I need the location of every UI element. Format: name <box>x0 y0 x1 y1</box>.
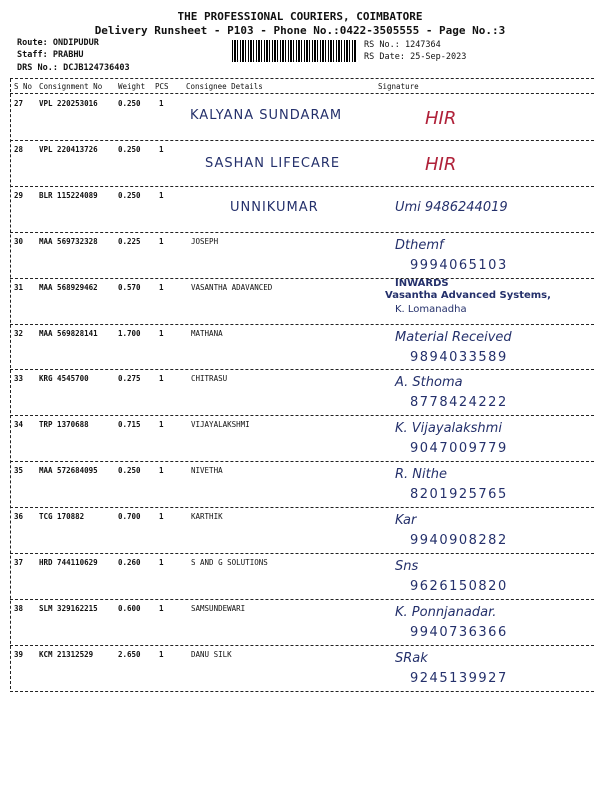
handwritten-consignee-name: KALYANA SUNDARAM <box>190 108 343 123</box>
cell-consignee: MATHANA <box>191 328 223 338</box>
cell-sno: 33 <box>14 374 24 384</box>
cell-consignment-no: VPL 220413726 <box>39 144 98 154</box>
cell-consignee: SAMSUNDEWARI <box>191 603 246 613</box>
col-signature: Signature <box>378 82 419 91</box>
signature-handwriting: Vasantha Advanced Systems, <box>385 289 551 301</box>
staff-line <box>17 50 84 60</box>
col-sno: S No <box>14 82 33 91</box>
cell-pcs: 1 <box>159 558 164 567</box>
col-pcs: PCS <box>155 82 169 91</box>
staff-label: Staff: <box>17 50 48 60</box>
signature-handwriting: HIR <box>425 153 457 175</box>
cell-sno: 29 <box>14 190 24 200</box>
table-row <box>0 463 600 509</box>
cell-weight: 0.250 <box>118 99 141 108</box>
row-divider <box>10 415 594 416</box>
header-rule <box>10 93 594 94</box>
table-row <box>0 96 600 142</box>
signature-phone-number: 9940908282 <box>410 533 508 549</box>
cell-consignment-no: MAA 569732328 <box>39 236 98 246</box>
signature-handwriting: A. Sthoma <box>395 375 463 391</box>
row-divider <box>10 461 594 462</box>
drs-label: DRS No.: <box>17 63 58 73</box>
signature-phone-number: 8778424222 <box>410 395 508 411</box>
cell-pcs: 1 <box>159 99 164 108</box>
cell-pcs: 1 <box>159 420 164 430</box>
signature-handwriting: K. Ponnjanadar. <box>395 604 497 620</box>
cell-pcs: 1 <box>159 603 164 613</box>
table-row <box>0 371 600 417</box>
signature-handwriting: Sns <box>395 559 419 574</box>
signature-handwriting: Dthemf <box>395 237 444 253</box>
company-title: THE PROFESSIONAL COURIERS, COIMBATORE <box>177 10 423 23</box>
signature-handwriting: INWARDS <box>395 277 449 289</box>
table-row <box>0 647 600 693</box>
row-divider <box>10 553 594 554</box>
table-row <box>0 555 600 601</box>
table-row <box>0 601 600 647</box>
table-row <box>0 509 600 555</box>
cell-sno: 35 <box>14 466 24 476</box>
cell-weight: 0.250 <box>118 466 141 476</box>
row-divider <box>10 369 594 370</box>
signature-phone-number: 9245139927 <box>410 670 508 686</box>
table-row <box>0 142 600 188</box>
rs-no-value: 1247364 <box>404 40 441 50</box>
cell-pcs: 1 <box>159 512 164 522</box>
cell-pcs: 1 <box>159 374 164 384</box>
signature-handwriting: Umi 9486244019 <box>395 199 508 215</box>
row-divider <box>10 140 594 141</box>
barcode <box>232 40 357 62</box>
drs-value: DCJB124736403 <box>63 63 130 73</box>
signature-phone-number: 9940736366 <box>410 624 508 640</box>
cell-consignment-no: KRG 4545700 <box>39 374 89 384</box>
signature-handwriting: HIR <box>425 108 457 129</box>
cell-weight: 0.600 <box>118 603 141 613</box>
cell-sno: 30 <box>14 236 24 246</box>
runsheet-title: Delivery Runsheet - P103 - Phone No.:0422-3505555 - Page No.:3 <box>94 24 506 37</box>
cell-weight: 2.650 <box>118 649 141 659</box>
cell-pcs: 1 <box>159 144 164 154</box>
signature-handwriting: R. Nithe <box>395 467 447 483</box>
cell-consignment-no: TRP 1370688 <box>39 420 89 430</box>
route-label: Route: <box>17 38 48 48</box>
cell-sno: 28 <box>14 144 24 154</box>
cell-pcs: 1 <box>159 328 164 338</box>
cell-weight: 0.275 <box>118 374 141 384</box>
route-line <box>17 38 99 48</box>
row-divider <box>10 645 594 646</box>
row-divider <box>10 324 594 325</box>
cell-weight: 0.570 <box>118 282 141 292</box>
row-divider <box>10 186 594 187</box>
signature-handwriting: Material Received <box>395 329 512 345</box>
table-top-rule <box>10 78 594 79</box>
table-row <box>0 234 600 280</box>
cell-consignment-no: MAA 569828141 <box>39 328 98 338</box>
cell-consignment-no: KCM 21312529 <box>39 649 94 659</box>
drs-line <box>17 63 130 73</box>
table-row <box>0 417 600 463</box>
cell-weight: 0.250 <box>118 190 141 200</box>
row-divider <box>10 278 594 279</box>
rs-no-label: RS No.: <box>364 40 400 50</box>
col-consignee-details: Consignee Details <box>186 82 263 91</box>
signature-phone-number: 9894033589 <box>410 349 508 365</box>
cell-sno: 32 <box>14 328 24 338</box>
cell-pcs: 1 <box>159 190 164 200</box>
cell-consignment-no: VPL 220253016 <box>39 99 98 108</box>
route-value: ONDIPUDUR <box>52 38 99 48</box>
cell-weight: 0.715 <box>118 420 141 430</box>
row-divider <box>10 507 594 508</box>
cell-pcs: 1 <box>159 236 164 246</box>
cell-sno: 39 <box>14 649 24 659</box>
cell-weight: 0.225 <box>118 236 141 246</box>
cell-sno: 31 <box>14 282 24 292</box>
row-divider <box>10 232 594 233</box>
cell-sno: 36 <box>14 512 24 522</box>
cell-sno: 27 <box>14 99 24 108</box>
cell-consignee: DANU SILK <box>191 649 232 659</box>
cell-sno: 38 <box>14 603 24 613</box>
cell-consignment-no: SLM 329162215 <box>39 603 98 613</box>
cell-weight: 1.700 <box>118 328 141 338</box>
row-divider <box>10 691 594 692</box>
cell-consignment-no: BLR 115224089 <box>39 190 98 200</box>
col-consignment-no: Consignment No <box>39 82 103 91</box>
cell-consignee: NIVETHA <box>191 466 223 476</box>
row-divider <box>10 599 594 600</box>
cell-consignee: KARTHIK <box>191 512 223 522</box>
cell-consignment-no: MAA 572684095 <box>39 466 98 476</box>
signature-handwriting: Kar <box>395 513 417 529</box>
cell-consignment-no: TCG 170882 <box>39 512 85 522</box>
signature-phone-number: 8201925765 <box>410 487 508 503</box>
cell-weight: 0.250 <box>118 144 141 154</box>
handwritten-consignee-name: UNNIKUMAR <box>230 199 319 215</box>
signature-phone-number: 9994065103 <box>410 257 508 273</box>
staff-value: PRABHU <box>52 50 84 60</box>
signature-phone-number: 9626150820 <box>410 579 508 594</box>
rs-date-label: RS Date: <box>364 52 405 62</box>
cell-consignee: CHITRASU <box>191 374 228 384</box>
table-row <box>0 277 600 326</box>
cell-consignment-no: HRD 744110629 <box>39 558 98 567</box>
cell-consignee: JOSEPH <box>191 236 219 246</box>
cell-sno: 34 <box>14 420 24 430</box>
cell-pcs: 1 <box>159 649 164 659</box>
rs-date-line <box>364 52 466 62</box>
cell-weight: 0.260 <box>118 558 141 567</box>
cell-consignee: VIJAYALAKSHMI <box>191 420 250 430</box>
signature-handwriting: K. Lomanadha <box>395 303 467 315</box>
cell-consignment-no: MAA 568929462 <box>39 282 98 292</box>
cell-sno: 37 <box>14 558 24 567</box>
signature-phone-number: 9047009779 <box>410 441 508 457</box>
cell-pcs: 1 <box>159 282 164 292</box>
cell-consignee: S AND G SOLUTIONS <box>191 558 268 567</box>
col-weight: Weight <box>118 82 146 91</box>
cell-weight: 0.700 <box>118 512 141 522</box>
cell-consignee: VASANTHA ADAVANCED <box>191 282 273 292</box>
handwritten-consignee-name: SASHAN LIFECARE <box>205 155 341 171</box>
table-row <box>0 326 600 372</box>
signature-handwriting: SRak <box>395 650 428 666</box>
cell-pcs: 1 <box>159 466 164 476</box>
table-row <box>0 188 600 234</box>
signature-handwriting: K. Vijayalakshmi <box>395 421 502 437</box>
rs-date-value: 25-Sep-2023 <box>410 52 467 62</box>
rs-no-line <box>364 40 441 50</box>
